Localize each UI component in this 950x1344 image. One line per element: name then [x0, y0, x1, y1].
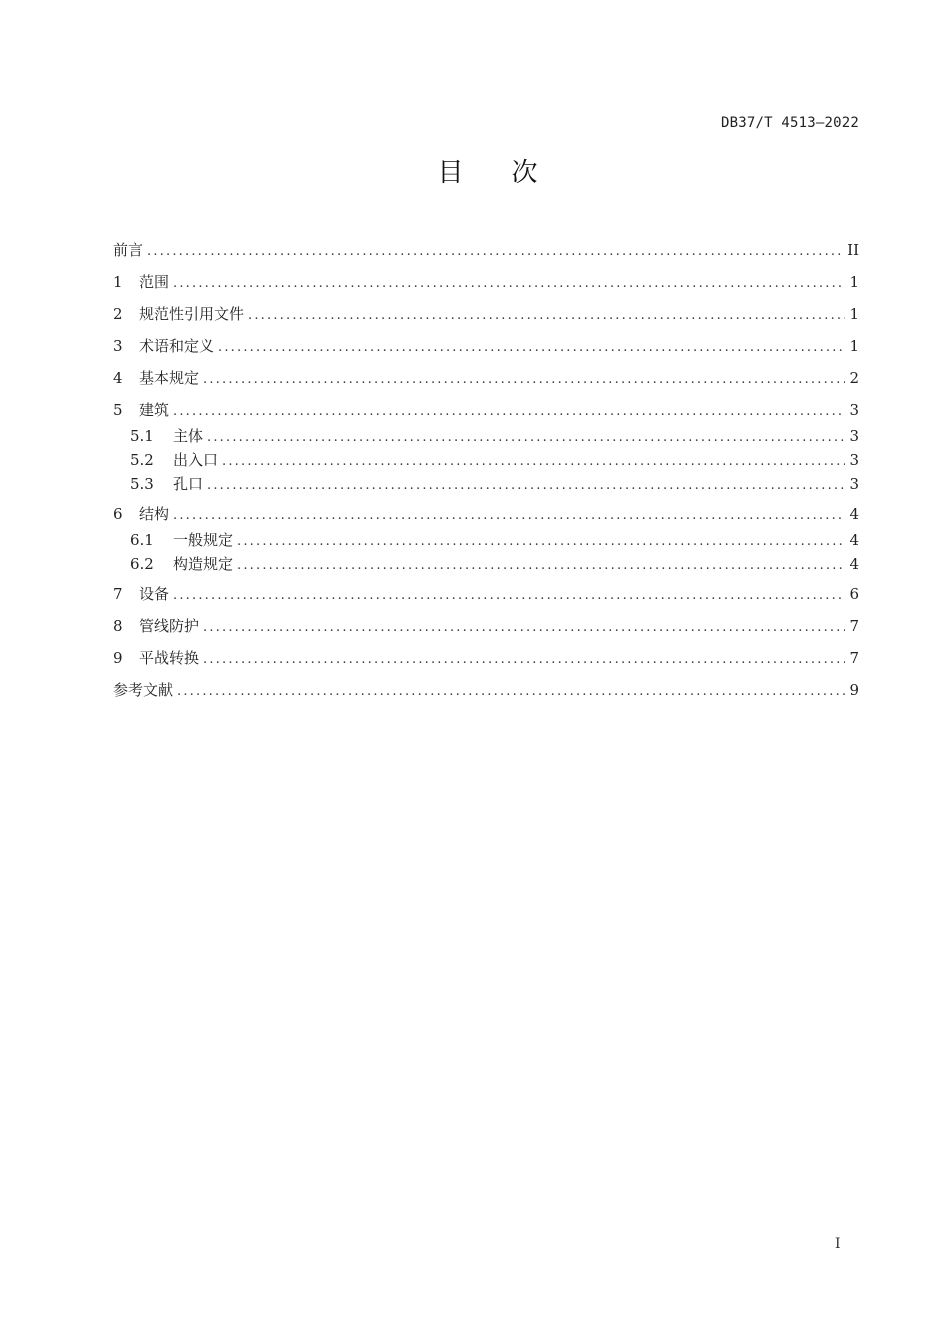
toc-entry-page: 9 [849, 681, 859, 699]
toc-leader-dots [207, 474, 845, 498]
page-title [0, 152, 950, 189]
toc-leader-dots [203, 368, 845, 392]
toc-entry-number: 5 [113, 401, 123, 419]
toc-leader-dots [173, 584, 845, 608]
page-number: I [835, 1236, 841, 1252]
toc-leader-dots [237, 554, 845, 578]
toc-entry-entrance[interactable] [130, 448, 859, 472]
toc-entry-structure[interactable] [113, 502, 859, 526]
toc-entry-label: 出入口 [173, 451, 219, 469]
toc-entry-general-provisions[interactable] [130, 528, 859, 552]
toc-entry-page: 3 [849, 427, 859, 445]
toc-entry-number: 6 [113, 505, 123, 523]
toc-entry-page: 3 [849, 475, 859, 493]
toc-entry-preface[interactable] [113, 238, 859, 262]
toc-leader-dots [203, 648, 845, 672]
title-char-2: 次 [511, 158, 538, 188]
toc-entry-number: 5.3 [130, 475, 154, 493]
toc-entry-page: 7 [849, 649, 859, 667]
toc-entry-label: 孔口 [173, 475, 204, 493]
toc-entry-page: 1 [849, 337, 859, 355]
toc-entry-number: 6.2 [130, 555, 154, 573]
toc-entry-page: 7 [849, 617, 859, 635]
toc-leader-dots [173, 400, 845, 424]
toc-entry-label: 设备 [139, 585, 170, 603]
toc-entry-label: 术语和定义 [139, 337, 215, 355]
toc-entry-label: 构造规定 [173, 555, 234, 573]
toc-entry-number: 5.2 [130, 451, 154, 469]
toc-entry-label: 前言 [113, 241, 144, 259]
toc-entry-number: 3 [113, 337, 123, 355]
document-code: DB37/T 4513—2022 [720, 115, 859, 131]
toc-leader-dots [177, 680, 845, 704]
toc-entry-terms[interactable] [113, 334, 859, 358]
toc-entry-page: 4 [849, 505, 859, 523]
toc-entry-label: 主体 [173, 427, 204, 445]
toc-entry-label: 一般规定 [173, 531, 234, 549]
toc-entry-number: 5.1 [130, 427, 154, 445]
toc-entry-page: 3 [849, 451, 859, 469]
toc-entry-page: II [847, 241, 859, 259]
toc-entry-pipeline-protection[interactable] [113, 614, 859, 638]
toc-entry-label: 规范性引用文件 [139, 305, 245, 323]
toc-entry-page: 1 [849, 305, 859, 323]
toc-entry-basic-provisions[interactable] [113, 366, 859, 390]
toc-entry-number: 9 [113, 649, 123, 667]
toc-leader-dots [248, 304, 845, 328]
toc-entry-label: 管线防护 [139, 617, 200, 635]
toc-leader-dots [207, 426, 845, 450]
toc-entry-label: 基本规定 [139, 369, 200, 387]
toc-entry-number: 7 [113, 585, 123, 603]
toc-entry-construction-provisions[interactable] [130, 552, 859, 576]
toc-entry-page: 6 [849, 585, 859, 603]
toc-entry-label: 结构 [139, 505, 170, 523]
toc-entry-page: 1 [849, 273, 859, 291]
toc-entry-label: 平战转换 [139, 649, 200, 667]
toc-leader-dots [147, 240, 843, 264]
toc-entry-main-body[interactable] [130, 424, 859, 448]
toc-leader-dots [237, 530, 845, 554]
toc-entry-openings[interactable] [130, 472, 859, 496]
toc-entry-peacetime-wartime-conversion[interactable] [113, 646, 859, 670]
toc-entry-bibliography[interactable] [113, 678, 859, 702]
toc-entry-equipment[interactable] [113, 582, 859, 606]
toc-entry-page: 4 [849, 531, 859, 549]
toc-entry-number: 1 [113, 273, 123, 291]
toc-entry-label: 建筑 [139, 401, 170, 419]
toc-entry-label: 范围 [139, 273, 170, 291]
toc-entry-page: 2 [849, 369, 859, 387]
toc-leader-dots [222, 450, 845, 474]
toc-entry-label: 参考文献 [113, 681, 174, 699]
title-char-1: 目 [437, 158, 464, 188]
toc-leader-dots [173, 272, 845, 296]
toc-leader-dots [218, 336, 845, 360]
toc-entry-number: 6.1 [130, 531, 154, 549]
toc-entry-number: 2 [113, 305, 123, 323]
toc-entry-number: 4 [113, 369, 123, 387]
toc-leader-dots [203, 616, 845, 640]
toc-leader-dots [173, 504, 845, 528]
toc-entry-page: 3 [849, 401, 859, 419]
toc-entry-page: 4 [849, 555, 859, 573]
toc-entry-normative-references[interactable] [113, 302, 859, 326]
toc-entry-scope[interactable] [113, 270, 859, 294]
toc-entry-number: 8 [113, 617, 123, 635]
toc-entry-architecture[interactable] [113, 398, 859, 422]
